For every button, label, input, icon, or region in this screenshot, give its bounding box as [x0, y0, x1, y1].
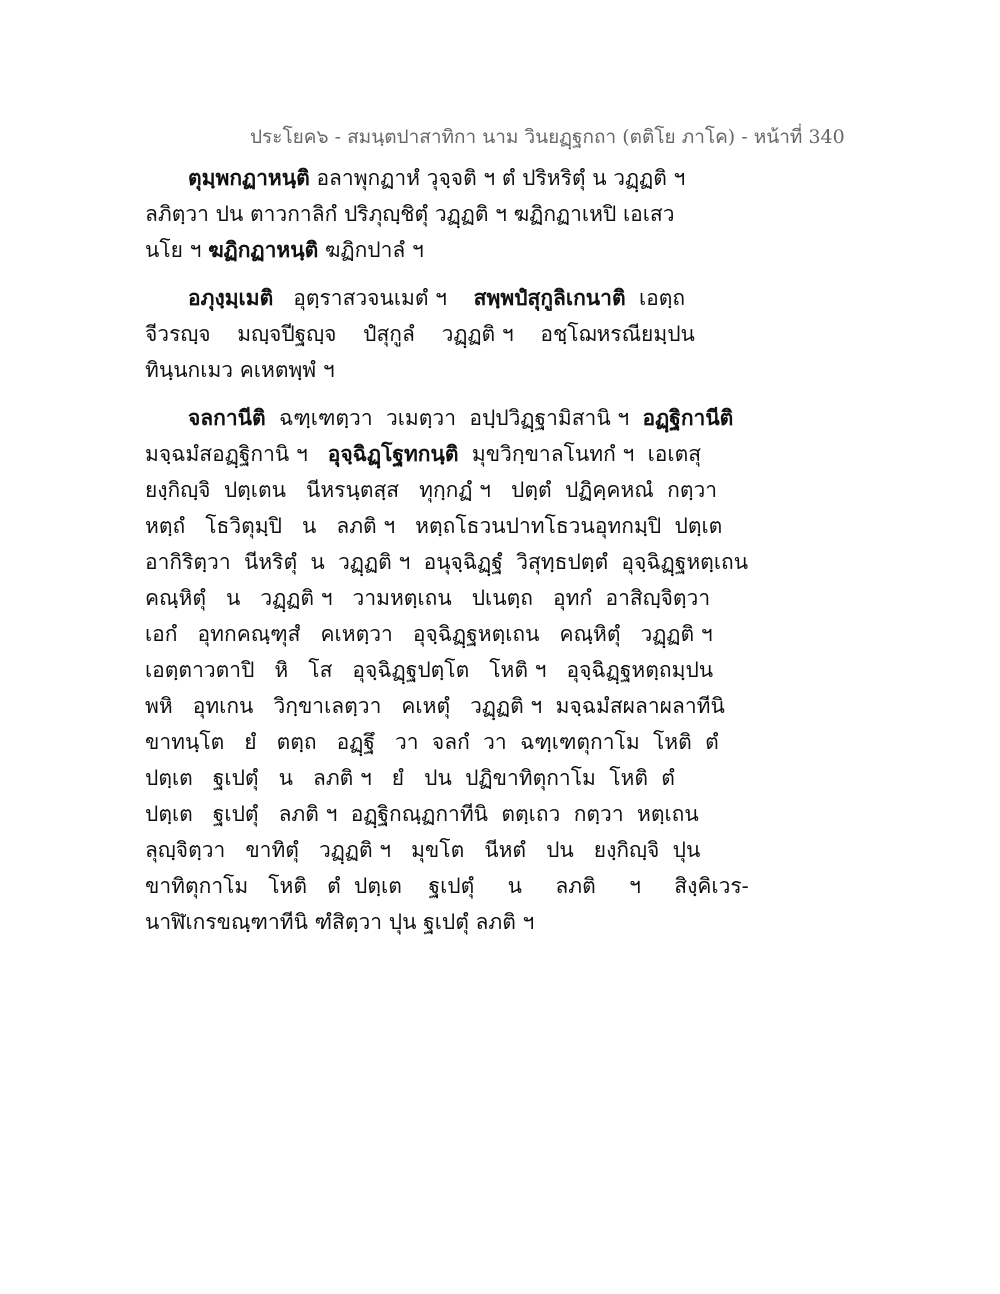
text-line: [145, 160, 705, 196]
text-run: หตฺถํ โธวิตุมฺปิ น ลภติ ฯ หตฺถโธวนปาทโธวนอุทกมฺปิ ปตฺเต: [145, 514, 723, 538]
text-line: [145, 232, 705, 268]
text-run: อลาพุกฏาหํ วุจฺจติ ฯ ตํ ปริหริตุํ น วฏฺฏติ ฯ: [309, 166, 686, 190]
text-run: ขาทิตุกาโม โหติ ตํ ปตฺเต ฐเปตุํ น ลภติ ฯ สิงฺคิเวร-: [145, 874, 749, 898]
text-line: [145, 544, 749, 580]
text-line: [145, 724, 719, 760]
text-run: ยงฺกิญฺจิ ปตฺเตน นีหรนฺตสฺส ทุกฺกฏํ ฯ ปตฺตํ ปฏิคฺคหณํ กตฺวา: [145, 478, 718, 502]
text-run: ปตฺเต ฐเปตุํ ลภติ ฯ อฏฺฐิกณฺฏกาทีนิ ตตฺเถว กตฺวา หตฺเถน: [145, 802, 699, 826]
text-run: นาฬิเกรขณฺฑาทีนิ ฑํสิตฺวา ปุน ฐเปตุํ ลภติ ฯ: [145, 910, 535, 934]
text-run: อุตฺราสวจนเมตํ ฯ: [273, 286, 474, 310]
text-run: เอตฺถ: [625, 286, 686, 310]
text-line: [145, 508, 723, 544]
text-line: [145, 316, 705, 352]
text-line: [145, 616, 713, 652]
bold-term: สพฺพปํสุกูลิเกนาติ: [473, 285, 626, 310]
bold-term: ตุมฺพกฏาหนฺติ: [188, 165, 310, 190]
text-line: [145, 760, 705, 796]
text-line: [145, 832, 705, 868]
body-text: [145, 160, 749, 940]
bold-term: อุจฺฉิฏฺโฐทกนฺติ: [327, 441, 459, 466]
text-run: ฆฏิกปาลํ ฯ: [318, 238, 424, 262]
text-run: นโย ฯ: [145, 238, 209, 262]
text-run: ขาทนฺโต ยํ ตตฺถ อฏฺฐึ วา จลกํ วา ฉฑฺเฑตุกาโม โหติ ตํ: [145, 730, 719, 754]
text-run: ทินฺนกเมว คเหตพฺพํ ฯ: [145, 358, 335, 382]
text-line: [145, 352, 705, 388]
text-run: มจฺฉมํสอฏฺฐิกานิ ฯ: [145, 442, 328, 466]
text-run: มุขวิกฺขาลโนทกํ ฯ เอเตสุ: [458, 442, 702, 466]
text-line: [145, 688, 725, 724]
text-run: ลภิตฺวา ปน ตาวกาลิกํ ปริภุญฺชิตุํ วฏฺฏติ ฯ ฆฏิกฏาเหปิ เอเสว: [145, 202, 675, 226]
bold-term: จลกานีติ: [188, 405, 266, 430]
running-head: ประโยค๖ - สมนฺตปาสาทิกา นาม วินยฏฺฐกถา (ตติโย ภาโค) - หน้าที่ 340: [250, 126, 845, 148]
text-line: [145, 652, 714, 688]
text-run: คณฺหิตุํ น วฏฺฏติ ฯ วามหตฺเถน ปเนตฺถ อุทกํ อาสิญฺจิตฺวา: [145, 586, 711, 610]
text-run: จีวรญฺจ มญฺจปีฐญฺจ ปํสุกูลํ วฏฺฏติ ฯ อชฺโฌหรณียมฺปน: [145, 322, 695, 346]
text-line: [145, 436, 705, 472]
text-run: เอตฺตาวตาปิ หิ โส อุจฺฉิฏฺฐปตฺโต โหติ ฯ อุจฺฉิฏฺฐหตฺถมฺปน: [145, 658, 714, 682]
text-run: อากิริตฺวา นีหริตุํ น วฏฺฏติ ฯ อนุจฺฉิฏฺฐํ วิสุทฺธปตฺตํ อุจฺฉิฏฺฐหตฺเถน: [145, 550, 749, 574]
text-line: [145, 472, 718, 508]
text-line: [145, 904, 705, 940]
text-run: ฉฑฺเฑตฺวา วเมตฺวา อปฺปวิฏฺฐามิสานิ ฯ: [265, 406, 643, 430]
bold-term: อภุงฺมฺเมติ: [188, 285, 274, 310]
text-line: [145, 580, 711, 616]
text-run: ปตฺเต ฐเปตุํ น ลภติ ฯ ยํ ปน ปฏิขาทิตุกาโม โหติ ตํ: [145, 766, 675, 790]
bold-term: ฆฏิกฏาหนฺติ: [208, 237, 319, 262]
text-run: เอกํ อุทกคณฺฑุสํ คเหตฺวา อุจฺฉิฏฺฐหตฺเถน คณฺหิตุํ วฏฺฏติ ฯ: [145, 622, 713, 646]
text-run: ลุญฺจิตฺวา ขาทิตุํ วฏฺฏติ ฯ มุขโต นีหตํ ปน ยงฺกิญฺจิ ปุน: [145, 838, 701, 862]
text-line: [145, 400, 734, 436]
text-run: พหิ อุทเกน วิกฺขาเลตฺวา คเหตุํ วฏฺฏติ ฯ มจฺฉมํสผลาผลาทีนิ: [145, 694, 725, 718]
text-line: [145, 196, 705, 232]
text-line: [145, 868, 749, 904]
text-line: [145, 280, 705, 316]
bold-term: อฏฺฐิกานีติ: [642, 405, 734, 430]
text-line: [145, 796, 705, 832]
